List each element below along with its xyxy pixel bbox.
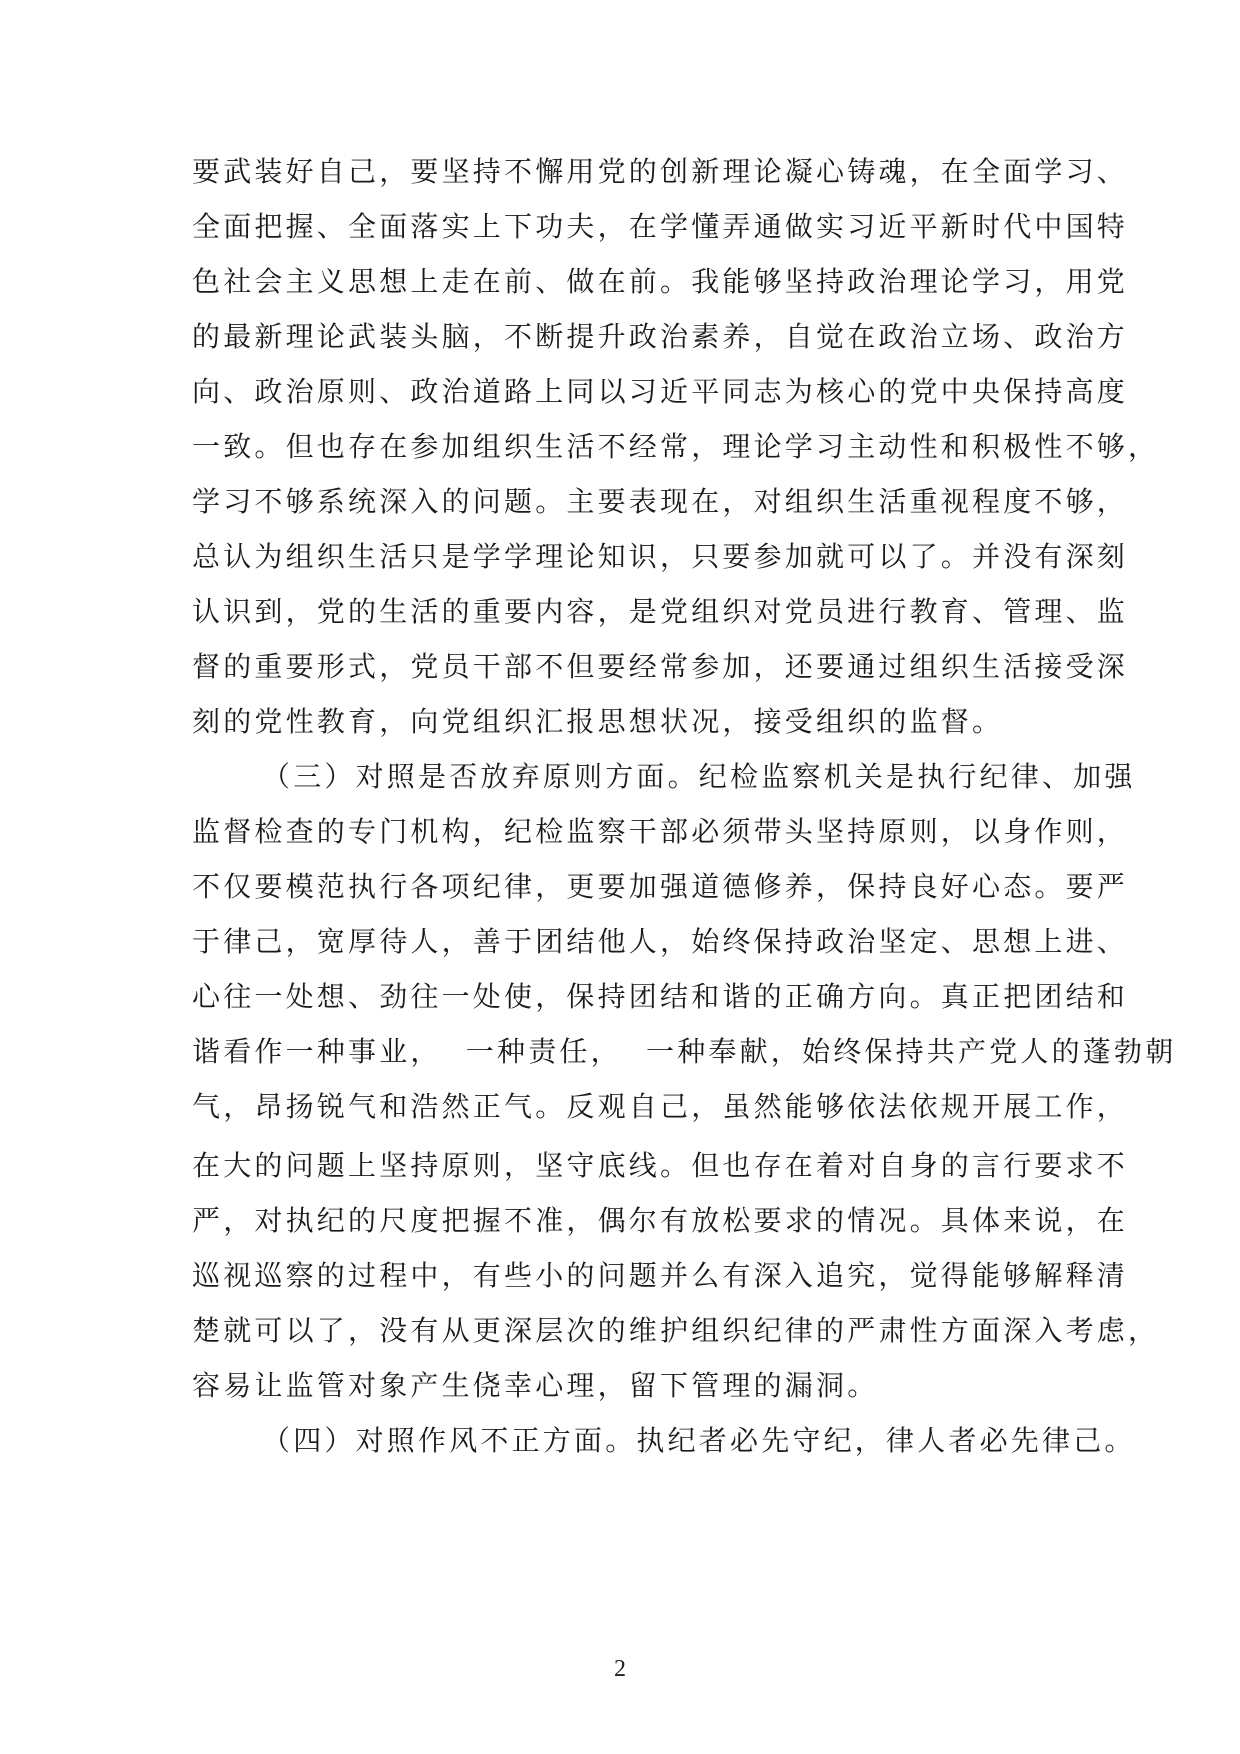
text-line: 总认为组织生活只是学学理论知识，只要参加就可以了。并没有深刻 <box>192 540 1129 573</box>
text-line: 色社会主义思想上走在前、做在前。我能够坚持政治理论学习，用党 <box>192 265 1129 298</box>
text-line: 督的重要形式，党员干部不但要经常参加，还要通过组织生活接受深 <box>192 650 1129 683</box>
text-line: 全面把握、全面落实上下功夫，在学懂弄通做实习近平新时代中国特 <box>192 210 1129 243</box>
text-line: 要武装好自己，要坚持不懈用党的创新理论凝心铸魂，在全面学习、 <box>192 155 1129 188</box>
text-line: 于律己，宽厚待人，善于团结他人，始终保持政治坚定、思想上进、 <box>192 925 1129 958</box>
section-heading-four: （四）对照作风不正方面。执纪者必先守纪，律人者必先律己。 <box>262 1424 1136 1457</box>
text-line: 巡视巡察的过程中，有些小的问题并么有深入追究，觉得能够解释清 <box>192 1259 1129 1292</box>
text-line: 刻的党性教育，向党组织汇报思想状况，接受组织的监督。 <box>192 705 1004 738</box>
text-line: 严，对执纪的尺度把握不准，偶尔有放松要求的情况。具体来说，在 <box>192 1204 1129 1237</box>
text-line: 学习不够系统深入的问题。主要表现在，对组织生活重视程度不够， <box>192 485 1129 518</box>
text-line: 谐看作一种事业， 一种责任， 一种奉献，始终保持共产党人的蓬勃朝 <box>192 1035 1177 1068</box>
section-heading-three: （三）对照是否放弃原则方面。纪检监察机关是执行纪律、加强 <box>262 760 1136 793</box>
text-line: 在大的问题上坚持原则，坚守底线。但也存在着对自身的言行要求不 <box>192 1149 1129 1182</box>
text-line: 认识到，党的生活的重要内容，是党组织对党员进行教育、管理、监 <box>192 595 1129 628</box>
text-line: 心往一处想、劲往一处使，保持团结和谐的正确方向。真正把团结和 <box>192 980 1129 1013</box>
text-line: 不仅要模范执行各项纪律，更要加强道德修养，保持良好心态。要严 <box>192 870 1129 903</box>
text-line: 监督检查的专门机构，纪检监察干部必须带头坚持原则，以身作则， <box>192 815 1129 848</box>
page-number: 2 <box>614 1656 626 1682</box>
text-line: 一致。但也存在参加组织生活不经常，理论学习主动性和积极性不够， <box>192 430 1160 463</box>
text-line: 气，昂扬锐气和浩然正气。反观自己，虽然能够依法依规开展工作， <box>192 1090 1129 1123</box>
text-line: 容易让监管对象产生侥幸心理，留下管理的漏洞。 <box>192 1369 879 1402</box>
text-line: 的最新理论武装头脑，不断提升政治素养，自觉在政治立场、政治方 <box>192 320 1129 353</box>
text-line: 向、政治原则、政治道路上同以习近平同志为核心的党中央保持高度 <box>192 375 1129 408</box>
text-line: 楚就可以了，没有从更深层次的维护组织纪律的严肃性方面深入考虑， <box>192 1314 1160 1347</box>
